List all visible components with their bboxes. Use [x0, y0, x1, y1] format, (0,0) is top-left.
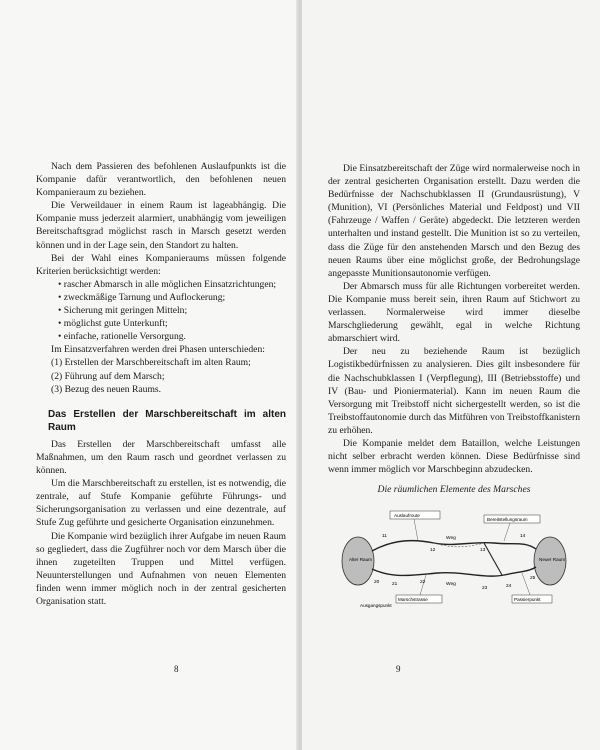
paragraph: Die Einsatzbereitschaft der Züge wird normalerweise noch in der zentral gesicherten Organisation erstellt. Dazu werden die Bedürfnisse der Nachschubklassen II (Grundausrüstung), V (Munition), VI (Persönliches Material und Feldpost) und VII (Fahrzeuge / Waffen / Geräte) abgedeckt. Die letzteren werden unterhalten und instand gestellt. Die Munition ist so zu verteilen, dass die Züge für den anstehenden Marsch und den Bezug des neuen Raums über eine möglichst große, der Bedrohungslage angepasste Munitionsautonomie verfügen.	[328, 163, 580, 279]
list-item: • möglichst gute Unterkunft;	[58, 318, 168, 330]
list-item: • einfache, rationelle Versorgung.	[58, 331, 186, 343]
list-item: • zweckmäßige Tarnung und Auflockerung;	[58, 291, 226, 303]
paragraph: Die Verweildauer in einem Raum ist lageabhängig. Die Kompanie muss jederzeit alarmiert, unabhängig vom jeweiligen Bereitschaftsgrad möglichst rasch in Marsch gesetzt werden können und in der Lage sein, den Standort zu halten.	[36, 200, 286, 251]
route-number: 12	[430, 548, 436, 554]
march-diagram	[334, 499, 574, 615]
list-item: • rascher Abmarsch in alle möglichen Einsatzrichtungen;	[58, 278, 277, 290]
paragraph: Die Kompanie wird bezüglich ihrer Aufgabe im neuen Raum so gegliedert, dass die Zugführer noch vor dem Marsch über die ihnen zugeteilten Truppen und Mittel verfügen. Neuunterstellungen und Aufnahmen von neuen Elementen finden wenn immer möglich noch in der zentral gesicherten Organisation statt.	[36, 530, 286, 607]
paragraph: Nach dem Passieren des befohlenen Auslaufpunkts ist die Kompanie dafür verantwortlich, den befohlenen neuen Kompanieraum zu beziehen.	[36, 161, 286, 199]
leader-line	[414, 519, 418, 541]
left-page-text	[36, 160, 286, 608]
page-number: 9	[396, 664, 401, 674]
phase-item: (3) Bezug des neuen Raums.	[51, 383, 162, 395]
phase-item: (2) Führung auf dem Marsch;	[51, 370, 165, 382]
paragraph: Das Erstellen der Marschbereitschaft umfasst alle Maßnahmen, um den Raum rasch und geordnet verlassen zu können.	[36, 438, 286, 477]
road-label: Weg	[446, 582, 456, 588]
paragraph: Die Kompanie meldet dem Bataillon, welche Leistungen nicht selber erbracht werden können. Diese Bedürfnisse sind wenn immer möglich vor Marschbeginn abzudecken.	[328, 437, 580, 476]
route-number: 20	[374, 580, 380, 586]
section-heading: Das Erstellen der Marschbereitschaft im alten Raum	[48, 408, 286, 433]
connector-route	[484, 543, 502, 575]
phase-item: (1) Erstellen der Marschbereitschaft im alten Raum;	[51, 357, 251, 369]
start-point-label: Ausgangspunkt	[360, 603, 392, 609]
left-page	[0, 0, 298, 750]
page-number: 8	[174, 664, 179, 674]
phases-intro: Im Einsatzverfahren werden drei Phasen unterschieden:	[51, 344, 265, 356]
route-number: 11	[382, 534, 387, 540]
road-label: Weg	[446, 536, 456, 542]
route-number: 25	[530, 576, 536, 582]
route-number: 13	[480, 548, 486, 554]
paragraph: Um die Marschbereitschaft zu erstellen, ist es notwendig, die zentrale, auf Stufe Kompanie geführte Führungs- und Sicherungsorganisation zu verlassen und eine dezentrale, auf Stufe Zug geführte und gesicherte Organisation einzunehmen.	[36, 478, 286, 529]
paragraph: Der Abmarsch muss für alle Richtungen vorbereitet werden. Die Kompanie muss bereit sein, ihren Raum auf Stichwort zu verlassen. Normalerweise wird immer dieselbe Marschgliederung gewählt, egal in welche Richtung abmarschiert wird.	[328, 280, 580, 345]
list-item: • Sicherung mit geringen Mitteln;	[58, 305, 188, 317]
new-area-label: Neuer Raum	[539, 557, 566, 563]
route-number: 24	[506, 584, 512, 590]
right-page	[302, 0, 600, 750]
exit-route-label: Auslaufroute	[394, 513, 420, 519]
pass-point-label: Passierpunkt	[514, 597, 541, 603]
upper-route	[372, 541, 536, 554]
lower-route	[372, 567, 536, 576]
route-number: 14	[520, 534, 526, 540]
leader-line	[522, 573, 530, 595]
leader-line	[420, 575, 426, 595]
figure-caption: Die räumlichen Elemente des Marsches	[377, 484, 531, 496]
leader-line	[504, 523, 510, 541]
old-area-label: Alter Raum	[349, 557, 372, 563]
assembly-label: Bereitstellungsraum	[487, 517, 528, 523]
paragraph: Bei der Wahl eines Kompanieraums müssen folgende Kriterien berücksichtigt werden:	[36, 252, 286, 277]
right-page-text	[328, 162, 580, 615]
route-number: 22	[420, 580, 426, 586]
route-number: 23	[482, 586, 488, 592]
march-route-label: Marschstrasse	[398, 597, 428, 603]
paragraph: Der neu zu beziehende Raum ist bezüglich Logistikbedürfnissen zu analysieren. Dies gilt insbesondere für die Nachschubklassen I (Verpflegung), III (Betriebsstoffe) und IV (Bau- und Pioniermaterial). Kann im neuen Raum die Versorgung mit Treibstoff nicht sichergestellt werden, so ist die Treibstoffautonomie durch das Mitführen von Treibstoffkanistern zu erhöhen.	[328, 346, 580, 436]
route-number: 21	[392, 582, 398, 588]
